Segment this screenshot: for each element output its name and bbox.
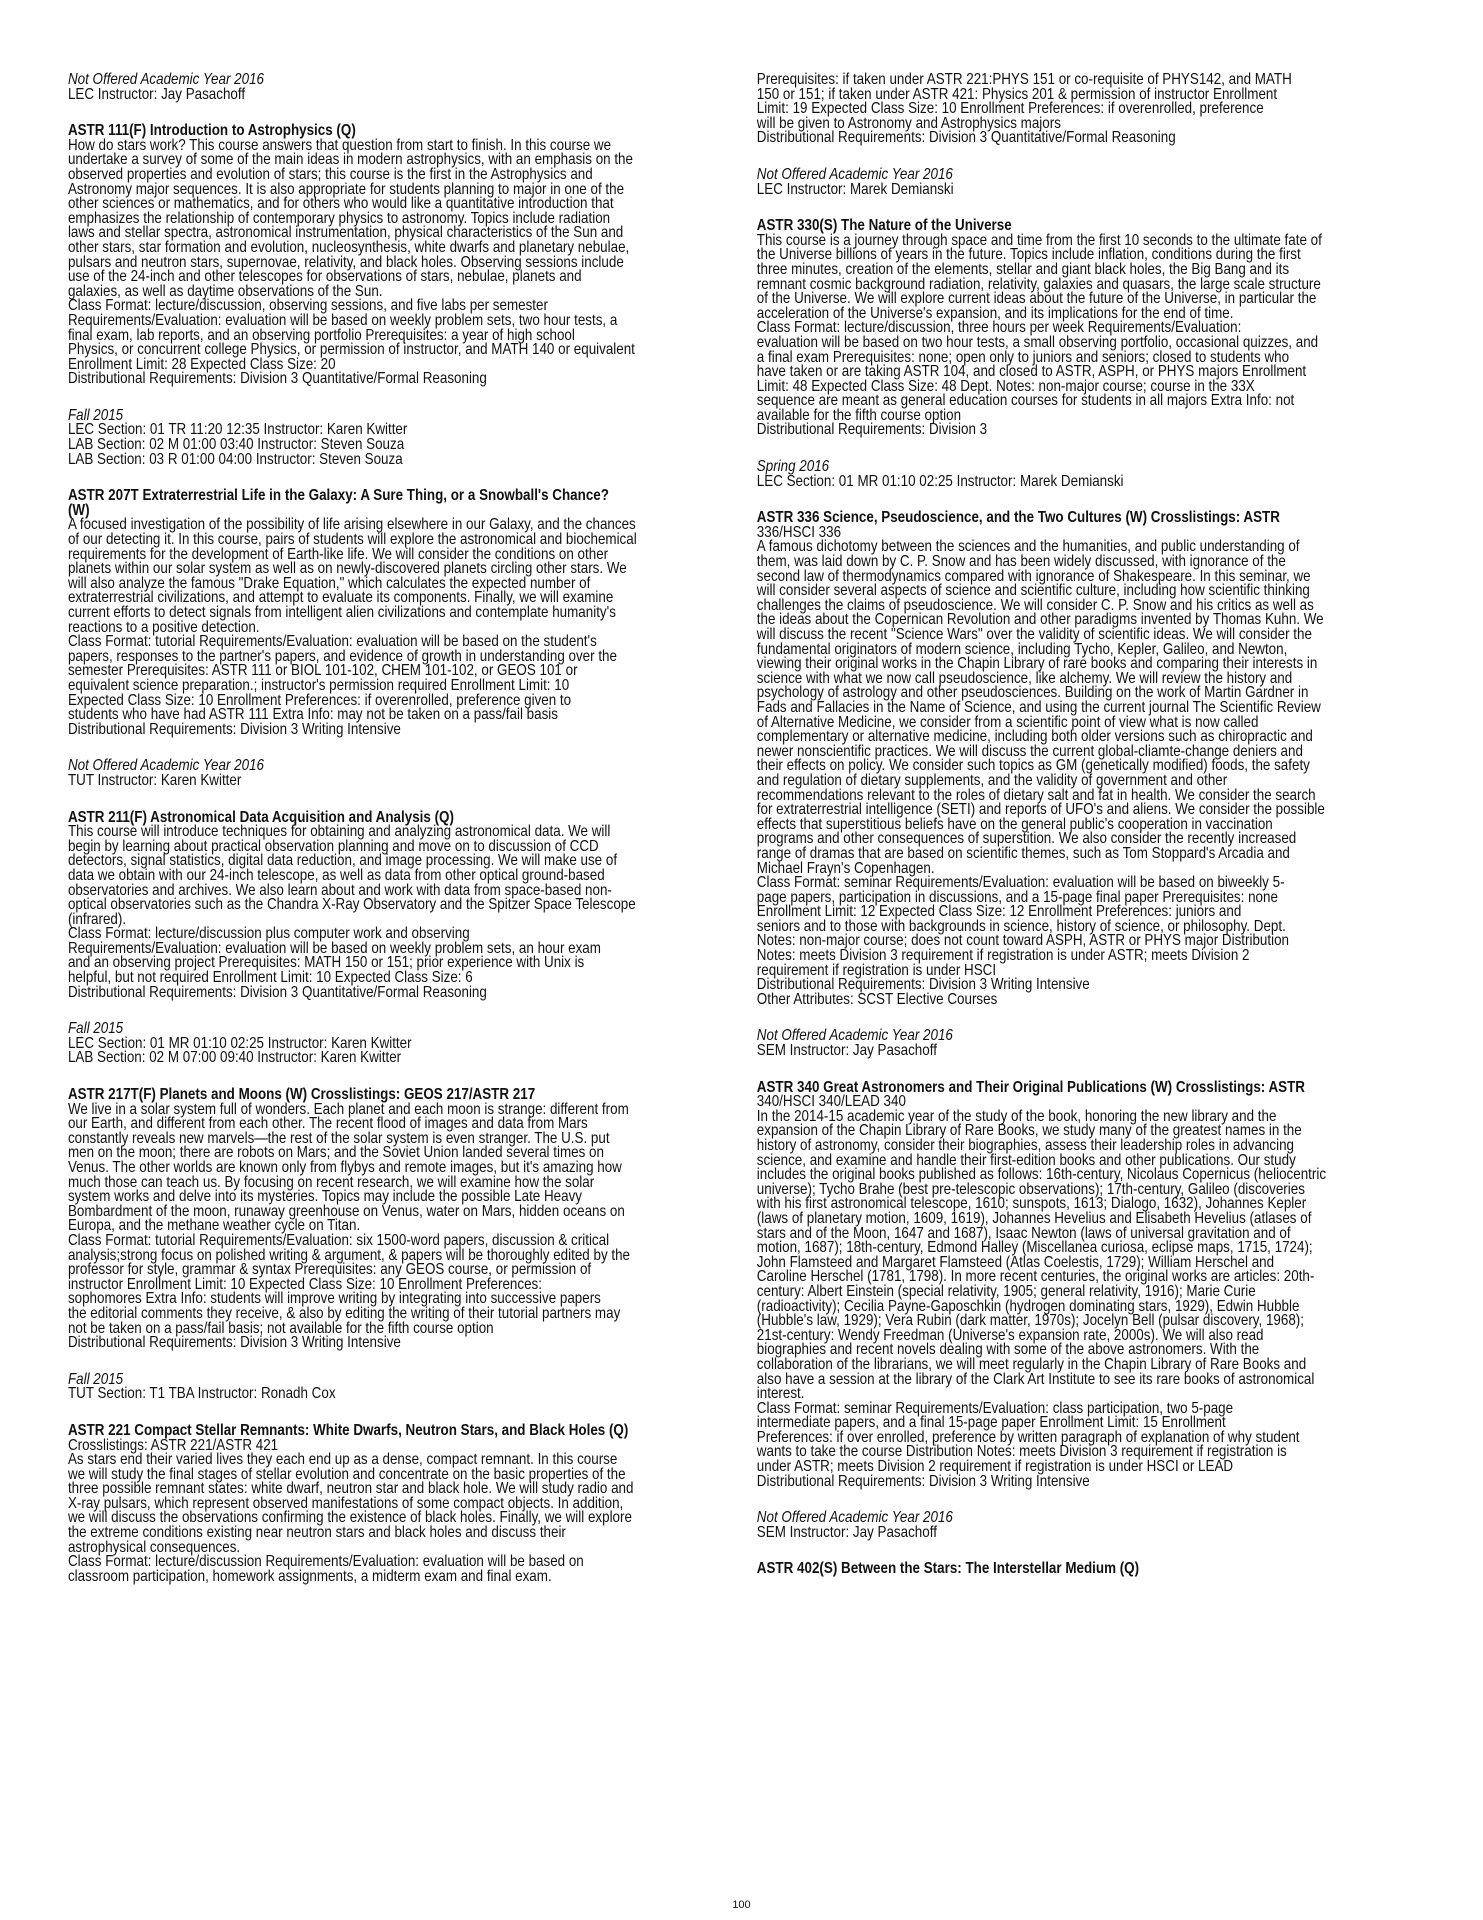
text-line: biographies and recent novels dealing with some of the above astronomers. With the: [756, 1341, 1260, 1359]
paragraph-gap: [68, 1066, 753, 1088]
page-number: 100: [732, 1899, 751, 1911]
text-line: Class Format: tutorial Requirements/Evaluation: six 1500-word papers, discussion & critical: [67, 1231, 610, 1249]
text-line: LEC Instructor: Jay Pasachoff: [67, 85, 246, 103]
text-line: of Alternative Medicine, we consider from a scientific point of view what is now called: [756, 713, 1259, 731]
text-line: interest.: [756, 1385, 805, 1403]
text-line: we will discuss the observations confirming the existence of black holes. Finally, we will explore: [67, 1509, 632, 1527]
course-heading: ASTR 211(F) Astronomical Data Acquisition and Analysis (Q): [67, 808, 454, 826]
course-heading: ASTR 402(S) Between the Stars: The Interstellar Medium (Q): [756, 1560, 1140, 1578]
paragraph-gap: [68, 102, 753, 124]
text-line: evaluation will be based on two hour tests, a small observing portfolio, occasional quizzes, and: [756, 333, 1319, 351]
text-line: also have a session at the library of the Clark Art Institute to see its rare books of astronomical: [756, 1370, 1315, 1388]
text-line: stars and of the Moon, 1647 and 1687), Isaac Newton (laws of universal gravitation and of: [756, 1224, 1291, 1242]
text-line: LAB Section: 02 M 01:00 03:40 Instructor: Steven Souza: [67, 436, 405, 454]
text-line: effects that superstitious beliefs have on the general public's cooperation in vaccination: [756, 815, 1273, 833]
text-line: Distributional Requirements: Division 3 Writing Intensive: [67, 720, 401, 738]
text-line: undertake a survey of some of the main ideas in modern astrophysics, with an emphasis on the: [67, 151, 633, 169]
text-line: TUT Instructor: Karen Kwitter: [67, 771, 242, 789]
text-line: Bombardment of the moon, runaway greenhouse on Venus, water on Mars, hidden oceans on: [67, 1202, 625, 1220]
text-line: students who have had ASTR 111 Extra Info: may not be taken on a pass/fail basis: [67, 706, 558, 724]
text-line: requirement if registration is under HSCI: [756, 961, 997, 979]
term-label: Fall 2015: [67, 406, 124, 424]
text-line: will be given to Astronomy and Astrophysics majors: [756, 114, 1061, 132]
text-line: seniors and to those with backgrounds in science, history of science, or philosophy. Dept.: [756, 917, 1286, 935]
text-line: (infrared).: [67, 910, 127, 928]
text-line: Venus. The other worlds are known only from flybys and remote images, but it's amazing how: [67, 1159, 622, 1176]
text-line: science with what we now call pseudoscience, like alchemy. We will review the history and: [756, 669, 1293, 687]
text-line: for extraterrestrial intelligence (SETI) and reports of UFO's and aliens. We consider the possible: [756, 801, 1325, 819]
text-line: system works and delve into its mysteries. Topics may include the possible Late Heavy: [67, 1188, 583, 1206]
text-line: emphasizes the relationship of contemporary physics to astronomy. Topics include radiation: [67, 209, 611, 227]
text-line: TUT Section: T1 TBA Instructor: Ronadh Cox: [67, 1385, 336, 1403]
text-line: Requirements/Evaluation: evaluation will be based on weekly problem sets, an hour exam: [67, 939, 601, 957]
text-line: expansion of the Chapin Library of Rare Books, we study many of the greatest names in the: [756, 1122, 1302, 1140]
text-line: Michael Frayn's Copenhagen.: [756, 859, 935, 877]
text-line: men on the moon; there are robots on Mars; and the Soviet Union landed several times on: [67, 1144, 604, 1162]
text-line: three minutes, creation of the elements, stellar and giant black holes, the Big Bang and its: [756, 260, 1290, 278]
text-line: (laws of planetary motion, 1609, 1619), Johannes Hevelius and Elisabeth Hevelius (atlases of: [756, 1209, 1312, 1227]
text-line: remnant cosmic background radiation, relativity, galaxies and quasars, the large scale structure: [756, 275, 1321, 293]
text-line: Requirements/Evaluation: evaluation will be based on weekly problem sets, two hour tests, a: [67, 311, 618, 329]
course-heading: ASTR 340 Great Astronomers and Their Original Publications (W) Crosslistings: ASTR: [756, 1078, 1305, 1096]
text-line: classroom participation, homework assignments, a midterm exam and final exam.: [67, 1567, 552, 1585]
text-line: Crosslistings: ASTR 221/ASTR 421: [67, 1436, 279, 1454]
text-line: Notes: meets Division 3 requirement if registration is under ASTR; meets Division 2: [756, 947, 1250, 965]
text-line: detectors, signal statistics, digital data reduction, and image processing. We will make use of: [67, 852, 618, 870]
paragraph-gap: [757, 1007, 1419, 1029]
text-line: Distributional Requirements: Division 3 Writing Intensive: [756, 976, 1090, 994]
text-line: Class Format: lecture/discussion Requirements/Evaluation: evaluation will be based on: [67, 1553, 584, 1571]
course-heading: ASTR 111(F) Introduction to Astrophysics (Q): [67, 122, 356, 140]
right-column: [757, 73, 1419, 1577]
text-line: page papers, participation in discussions, and a 15-page final paper Prerequisites: none: [756, 888, 1278, 906]
text-line: LAB Section: 03 R 01:00 04:00 Instructor: Steven Souza: [67, 450, 403, 468]
course-heading: ASTR 207T Extraterrestrial Life in the Galaxy: A Sure Thing, or a Snowball's Chance?: [67, 487, 609, 505]
text-line: How do stars work? This course answers that question from start to finish. In this course we: [67, 136, 612, 154]
text-line: other stars, star formation and evolution, nucleosynthesis, white dwarfs and planetary nebulae,: [67, 238, 630, 256]
text-line: Class Format: lecture/discussion, three hours per week Requirements/Evaluation:: [756, 319, 1242, 337]
text-line: optical observatories such as the Chandra X-Ray Observatory and the Spitzer Space Telescope: [67, 896, 636, 914]
text-line: Distributional Requirements: Division 3 Writing Intensive: [67, 1334, 401, 1352]
text-line: 21st-century: Wendy Freedman (Universe's expansion rate, 2000s). We will also read: [756, 1326, 1264, 1344]
paragraph-gap: [757, 438, 1419, 460]
text-line: Class Format: tutorial Requirements/Evaluation: evaluation will be based on the student's: [67, 633, 597, 651]
term-label: Not Offered Academic Year 2016: [67, 757, 265, 775]
text-line: begin by learning about practical observation planning and move on to discussion of CCD: [67, 837, 599, 855]
text-line: the editorial comments they receive, & also by editing the writing of their tutorial partners may: [67, 1304, 621, 1322]
term-label: Fall 2015: [67, 1020, 124, 1038]
text-line: and an observing project Prerequisites: MATH 150 or 151; prior experience with Unix is: [67, 954, 585, 972]
text-line: requirements for the development of Earth-like life. We will consider the conditions on other: [67, 545, 609, 563]
paragraph-gap: [68, 387, 753, 409]
term-label: Spring 2016: [756, 458, 830, 476]
paragraph-gap: [757, 1059, 1419, 1081]
left-column: [68, 73, 753, 1584]
text-line: the Universe billions of years in the future. Topics include inflation, conditions during the first: [756, 246, 1301, 264]
text-line: A focused investigation of the possibility of life arising elsewhere in our Galaxy, and the chances: [67, 516, 636, 534]
text-line: a final exam Prerequisites: none; open only to juniors and seniors; closed to students who: [756, 348, 1290, 366]
text-line: three possible remnant states: white dwarf, neutron star and black hole. We will study radio and: [67, 1480, 634, 1498]
text-line: Europa, and the methane weather cycle on Titan.: [67, 1217, 361, 1235]
text-line: not be taken on a pass/fail basis; not available for the fifth course option: [67, 1319, 494, 1337]
text-line: range of dramas that are based on scientific themes, such as Tom Stoppard's Arcadia and: [756, 844, 1290, 862]
text-line: Class Format: lecture/discussion plus computer work and observing: [67, 925, 470, 943]
text-line: Distributional Requirements: Division 3 Quantitative/Formal Reasoning: [67, 983, 487, 1001]
term-label: Not Offered Academic Year 2016: [67, 71, 265, 88]
text-line: LAB Section: 02 M 07:00 09:40 Instructor: Karen Kwitter: [67, 1049, 402, 1067]
paragraph-gap: [757, 197, 1419, 219]
text-line: the extreme conditions existing near neutron stars and black holes and discuss their: [67, 1524, 566, 1542]
text-line: Class Format: seminar Requirements/Evaluation: class participation, two 5-page: [756, 1399, 1234, 1417]
text-line: laws and stellar spectra, astronomical instrumentation, physical characteristics of the Sun and: [67, 224, 624, 242]
text-line: Limit: 19 Expected Class Size: 10 Enrollment Preferences: if overenrolled, preference: [756, 100, 1264, 118]
text-line: pulsars and neutron stars, supernovae, relativity, and black holes. Observing sessions include: [67, 253, 624, 271]
text-line: Enrollment Limit: 12 Expected Class Size: 12 Enrollment Preferences: juniors and: [756, 903, 1242, 921]
text-line: 336/HSCI 336: [756, 523, 842, 541]
text-line: Preferences: if over enrolled, preference by written paragraph of explanation of why student: [756, 1428, 1300, 1446]
course-heading: (W): [67, 501, 90, 519]
text-line: motion, 1687); 18th-century, Edmond Halley (Miscellanea curiosa, eclipse maps, 1715, 1724);: [756, 1239, 1313, 1257]
course-heading: ASTR 221 Compact Stellar Remnants: White Dwarfs, Neutron Stars, and Black Holes (Q): [67, 1421, 629, 1439]
text-line: analysis;strong focus on polished writing & argument, & papers will be thoroughly edited by the: [67, 1246, 631, 1264]
term-label: Fall 2015: [67, 1370, 124, 1388]
text-line: current efforts to detect signals from intelligent alien civilizations and contemplate humanity's: [67, 604, 616, 621]
text-line: 150 or 151; if taken under ASTR 421: Physics 201 & permission of instructor Enrollment: [756, 85, 1278, 103]
term-label: Not Offered Academic Year 2016: [756, 165, 953, 183]
text-line: papers, responses to the partner's papers, and evidence of growth in understanding over the: [67, 647, 617, 665]
paragraph-gap: [757, 146, 1419, 168]
text-line: professor for style, grammar & syntax Prerequisites: any GEOS course, or permission of: [67, 1261, 592, 1279]
text-line: we will study the final stages of stellar evolution and concentrate on the basic properties of the: [67, 1465, 626, 1483]
text-line: history of astronomy, consider their biographies, assess their leadership roles in advancing: [756, 1137, 1295, 1154]
text-line: of the Universe. We will explore current ideas about the future of the Universe, in particular the: [756, 290, 1317, 308]
text-line: planets within our solar system as well as on newly-discovered planets circling other stars. We: [67, 560, 627, 578]
paragraph-gap: [757, 1540, 1419, 1562]
paragraph-gap: [68, 1000, 753, 1022]
text-line: A famous dichotomy between the sciences and the humanities, and public understanding of: [756, 538, 1300, 556]
text-line: challenges the claims of pseudoscience. We will consider C. P. Snow and his critics as well as: [756, 596, 1314, 614]
text-line: astrophysical consequences.: [67, 1538, 241, 1556]
text-line: sequence are meant as general education courses for students in all majors Extra Info: not: [756, 392, 1295, 410]
text-line: Class Format: seminar Requirements/Evaluation: evaluation will be based on biweekly 5-: [756, 874, 1285, 892]
term-label: Not Offered Academic Year 2016: [756, 1027, 953, 1045]
text-line: use of the 24-inch and other telescopes for observations of stars, nebulae, planets and: [67, 268, 582, 286]
paragraph-gap: [68, 1402, 753, 1424]
term-label: Not Offered Academic Year 2016: [756, 1509, 953, 1527]
text-line: acceleration of the Universe's expansion, and its implications for the end of time.: [756, 304, 1234, 322]
text-line: This course is a journey through space and time from the first 10 seconds to the ultimate fate of: [756, 231, 1322, 249]
text-line: Fads and Fallacies in the Name of Science, and using the current journal The Scientific Review: [756, 698, 1321, 716]
text-line: instructor Enrollment Limit: 10 Expected Class Size: 10 Enrollment Preferences:: [67, 1275, 542, 1293]
text-line: galaxies, as well as daytime observations of the Sun.: [67, 282, 383, 300]
text-line: will consider several aspects of science and scientific culture, including how scientific thinking: [756, 582, 1310, 600]
text-line: reactions to a positive detection.: [67, 618, 260, 636]
text-line: Notes: non-major course; does not count toward ASPH, ASTR or PHYS major Distribution: [756, 932, 1289, 950]
text-line: We live in a solar system full of wonders. Each planet and each moon is strange: different from: [67, 1100, 629, 1118]
text-line: SEM Instructor: Jay Pasachoff: [756, 1042, 937, 1060]
text-line: Other Attributes: SCST Elective Courses: [756, 990, 998, 1008]
text-line: our Earth, and different from each other. The recent flood of images and data from Mars: [67, 1115, 588, 1133]
text-line: semester Prerequisites: ASTR 111 or BIOL 101-102, CHEM 101-102, or GEOS 101 or: [67, 662, 578, 680]
paragraph-gap: [68, 789, 753, 811]
text-line: X-ray pulsars, which represent observed manifestations of some compact objects. In addition,: [67, 1494, 624, 1512]
text-line: sophomores Extra Info: students will improve writing by integrating into successive papers: [67, 1290, 601, 1308]
text-line: LEC Section: 01 MR 01:10 02:25 Instructor: Marek Demianski: [756, 472, 1124, 490]
text-line: Distributional Requirements: Division 3 Quantitative/Formal Reasoning: [67, 370, 487, 388]
text-line: other sciences or mathematics, and for others who would like a quantitative introduction that: [67, 195, 614, 213]
text-line: LEC Section: 01 MR 01:10 02:25 Instructor: Karen Kwitter: [67, 1034, 412, 1052]
text-line: newer nonscientific practices. We will discuss the current global-cliamte-change deniers and: [756, 742, 1303, 760]
text-line: (Hubble's law, 1929); Vera Rubin (dark matter, 1970s); Jocelyn Bell (pulsar discovery, 1968);: [756, 1312, 1305, 1330]
text-line: LEC Instructor: Marek Demianski: [756, 180, 954, 198]
text-line: equivalent science preparation.; instructor's permission required Enrollment Limit: 10: [67, 676, 570, 694]
text-line: Distributional Requirements: Division 3 Writing Intensive: [756, 1472, 1090, 1490]
text-line: under ASTR; meets Division 2 requirement if registration is under HSCI or LEAD: [756, 1458, 1234, 1476]
text-line: Prerequisites: if taken under ASTR 221:PHYS 151 or co-requisite of PHYS142, and MATH: [756, 71, 1292, 88]
text-line: Expected Class Size: 10 Enrollment Preferences: if overenrolled, preference given to: [67, 691, 572, 709]
text-line: collaboration of the librarians, we will meet regularly in the Chapin Library of Rare Books and: [756, 1355, 1307, 1373]
text-line: Limit: 48 Expected Class Size: 48 Dept. Notes: non-major course; course in the 33X: [756, 377, 1255, 395]
text-line: viewing their original works in the Chapin Library of rare books and comparing their interests in: [756, 655, 1318, 673]
text-line: 340/HSCI 340/LEAD 340: [756, 1093, 906, 1111]
text-line: constantly reveals new marvels—the rest of the solar system is even stranger. The U.S. put: [67, 1129, 610, 1147]
text-line: This course will introduce techniques for obtaining and analyzing astronomical data. We will: [67, 823, 611, 841]
text-line: SEM Instructor: Jay Pasachoff: [756, 1523, 937, 1541]
text-line: observed properties and evolution of stars; this course is the first in the Astrophysics and: [67, 165, 593, 183]
paragraph-gap: [757, 489, 1419, 511]
text-line: Enrollment Limit: 28 Expected Class Size: 20: [67, 355, 336, 373]
text-line: complementary or alternative medicine, including both older versions such as chiropractic and: [756, 728, 1313, 746]
text-line: LEC Section: 01 TR 11:20 12:35 Instructor: Karen Kwitter: [67, 421, 408, 439]
text-line: of our detecting it. In this course, pairs of students will explore the astronomical and biochemical: [67, 531, 637, 549]
paragraph-gap: [68, 1351, 753, 1373]
text-line: much those can teach us. By focusing on recent research, we will examine how the solar: [67, 1173, 595, 1191]
text-line: intermediate papers, and a final 15-page paper Enrollment Limit: 15 Enrollment: [756, 1414, 1226, 1432]
text-line: Class Format: lecture/discussion, observing sessions, and five labs per semester: [67, 297, 548, 315]
text-line: Distributional Requirements: Division 3 Quantitative/Formal Reasoning: [756, 129, 1176, 147]
text-line: data we obtain with our 24-inch telescope, as well as data from other optical ground-based: [67, 866, 605, 884]
text-line: helpful, but not required Enrollment Limit: 10 Expected Class Size: 6: [67, 969, 473, 987]
text-line: psychology of astrology and other pseudosciences. Building on the work of Martin Gardner in: [756, 684, 1309, 702]
text-line: Distributional Requirements: Division 3: [756, 421, 988, 439]
text-line: programs and other consequences of superstition. We also consider the recently increased: [756, 830, 1297, 848]
course-heading: ASTR 330(S) The Nature of the Universe: [756, 217, 1012, 235]
text-line: Physics, or concurrent college Physics, or permission of instructor, and MATH 140 or equivalent: [67, 341, 635, 359]
text-line: science, and examine and handle their first-edition books and other publications. Our study: [756, 1151, 1296, 1169]
paragraph-gap: [757, 1489, 1419, 1511]
text-line: century: Albert Einstein (special relativity, 1905; general relativity, 1916); Marie Curie: [756, 1282, 1256, 1300]
text-line: available for the fifth course option: [756, 406, 962, 424]
text-line: (radioactivity); Cecilia Payne-Gaposchkin (hydrogen dominating stars, 1929), Edwin Hubble: [756, 1297, 1300, 1315]
text-line: observatories and archives. We also learn about and work with data from space-based non-: [67, 881, 612, 899]
text-line: universe); Tycho Brahe (best pre-telescopic observations); 17th-century, Galileo (discoveries: [756, 1180, 1305, 1198]
text-line: Caroline Herschel (1781, 1798). In more recent centuries, the original works are articles: 20th-: [756, 1268, 1315, 1286]
text-line: them, was laid down by C. P. Snow and has been widely discussed, with ignorance of the: [756, 553, 1286, 571]
text-line: second law of thermodynamics compared with ignorance of Shakespeare. In this seminar, we: [756, 567, 1311, 585]
course-heading: ASTR 336 Science, Pseudoscience, and the Two Cultures (W) Crosslistings: ASTR: [756, 509, 1280, 527]
text-line: wants to take the course Distribution Notes: meets Division 3 requirement if registration is: [756, 1443, 1287, 1461]
text-line: includes the original books published as follows: 16th-century, Nicolaus Copernicus (heliocentric: [756, 1166, 1327, 1184]
text-line: recommendations relevant to the roles of dietary salt and fat in health. We consider the search: [756, 786, 1316, 804]
text-line: Astronomy major sequences. It is also appropriate for students planning to major in one of the: [67, 180, 625, 198]
text-line: with his first astronomical telescope, 1610; sunspots, 1613; Dialogo, 1632), Johannes Kepler: [756, 1195, 1307, 1213]
text-line: As stars end their varied lives they each end up as a dense, compact remnant. In this course: [67, 1451, 618, 1469]
text-line: their effects on policy. We consider such topics as GM (genetically modified) foods, the safety: [756, 757, 1310, 775]
text-line: will discuss the recent "Science Wars" over the validity of scientific ideas. We will consider the: [756, 626, 1312, 643]
text-line: fundamental originators of modern science, including Tycho, Kepler, Galileo, and Newton,: [756, 640, 1288, 658]
course-heading: ASTR 217T(F) Planets and Moons (W) Crosslistings: GEOS 217/ASTR 217: [67, 1086, 536, 1104]
text-line: the ideas about the Copernican Revolution and other paradigms invented by Thomas Kuhn. We: [756, 611, 1324, 629]
paragraph-gap: [68, 737, 753, 759]
text-line: extraterrestrial civilizations, and attempt to evaluate its components. Finally, we will examine: [67, 589, 614, 607]
text-line: will also analyze the famous "Drake Equation," which calculates the expected number of: [67, 574, 591, 592]
text-line: final exam, lab reports, and an observing portfolio Prerequisites: a year of high school: [67, 326, 575, 344]
text-line: In the 2014-15 academic year of the study of the book, honoring the new library and the: [756, 1107, 1277, 1125]
text-line: John Flamsteed and Margaret Flamsteed (Atlas Coelestis, 1729); William Herschel and: [756, 1253, 1275, 1271]
text-line: and regulation of dietary supplements, and the validity of government and other: [756, 771, 1228, 789]
paragraph-gap: [68, 467, 753, 489]
text-line: have taken or are taking ASTR 104, and closed to ASTR, ASPH, or PHYS majors Enrollment: [756, 363, 1307, 381]
